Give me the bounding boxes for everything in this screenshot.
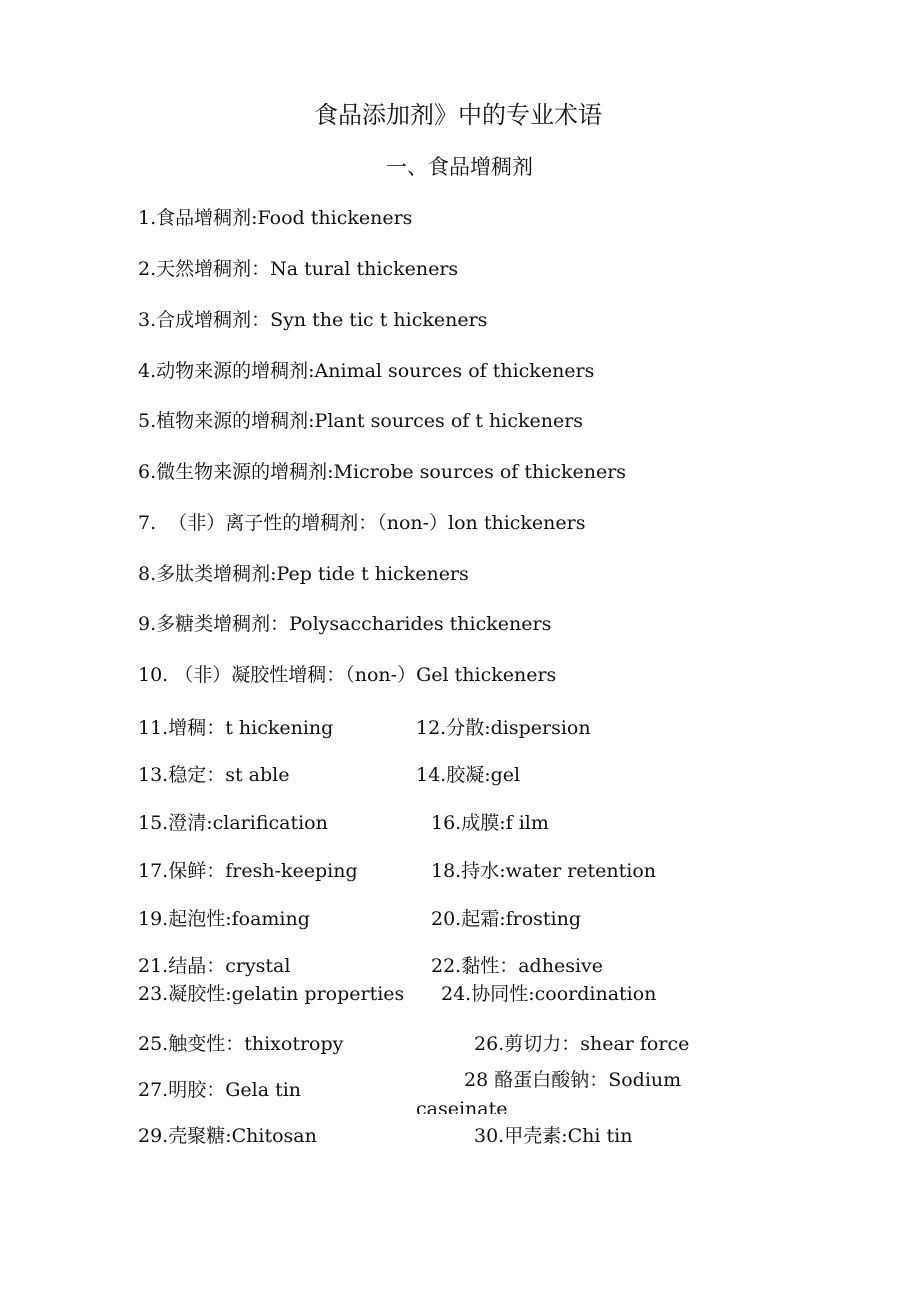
term-line: 6.微生物来源的增稠剂:Microbe sources of thickeners (138, 461, 627, 483)
term-line: 1.食品增稠剂:Food thickeners (138, 207, 413, 229)
term-pair-right: 28 酪蛋白酸钠：Sodium (464, 1069, 682, 1091)
term-pair-right-continuation: caseinate (416, 1098, 508, 1114)
term-pair-right: 20.起霜:frosting (431, 908, 582, 930)
term-line: 2.天然增稠剂：Na tural thickeners (138, 258, 459, 280)
clipped-line (416, 1097, 716, 1114)
term-pair-left: 25.触变性：thixotropy (138, 1033, 344, 1055)
term-pair-left: 15.澄清:clarification (138, 812, 328, 834)
term-pair-right: 26.剪切力：shear force (474, 1033, 690, 1055)
term-pair-left: 23.凝胶性:gelatin properties (138, 983, 405, 1005)
term-line: 9.多糖类增稠剂：Polysaccharides thickeners (138, 613, 552, 635)
term-pair-right: 16.成膜:f ilm (431, 812, 549, 834)
term-pair-right: 22.黏性：adhesive (431, 955, 603, 977)
term-line: 5.植物来源的增稠剂:Plant sources of t hickeners (138, 410, 584, 432)
document-title: 食品添加剂》中的专业术语 (314, 101, 602, 129)
section-heading: 一、食品增稠剂 (386, 155, 533, 179)
term-pair-right: 18.持水:water retention (431, 860, 657, 882)
term-line: 8.多肽类增稠剂:Pep tide t hickeners (138, 563, 469, 585)
term-pair-left: 17.保鲜：fresh-keeping (138, 860, 358, 882)
term-line: 4.动物来源的增稠剂:Animal sources of thickeners (138, 360, 595, 382)
term-pair-left: 19.起泡性:foaming (138, 908, 310, 930)
term-pair-left: 27.明胶：Gela tin (138, 1079, 302, 1101)
term-pair-right: 30.甲壳素:Chi tin (474, 1125, 633, 1147)
term-line: 7. （非）离子性的增稠剂：（non-）lon thickeners (138, 512, 586, 534)
term-pair-left: 13.稳定：st able (138, 764, 290, 786)
term-pair-left: 29.壳聚糖:Chitosan (138, 1125, 317, 1147)
term-pair-right: 24.协同性:coordination (441, 983, 657, 1005)
term-pair-right: 12.分散:dispersion (416, 717, 591, 739)
term-line: 10. （非）凝胶性增稠：（non-）Gel thickeners (138, 664, 557, 686)
term-pair-right: 14.胶凝:gel (416, 764, 521, 786)
term-pair-left: 11.增稠：t hickening (138, 717, 334, 739)
term-line: 3.合成增稠剂：Syn the tic t hickeners (138, 309, 488, 331)
term-pair-left: 21.结晶：crystal (138, 955, 291, 977)
